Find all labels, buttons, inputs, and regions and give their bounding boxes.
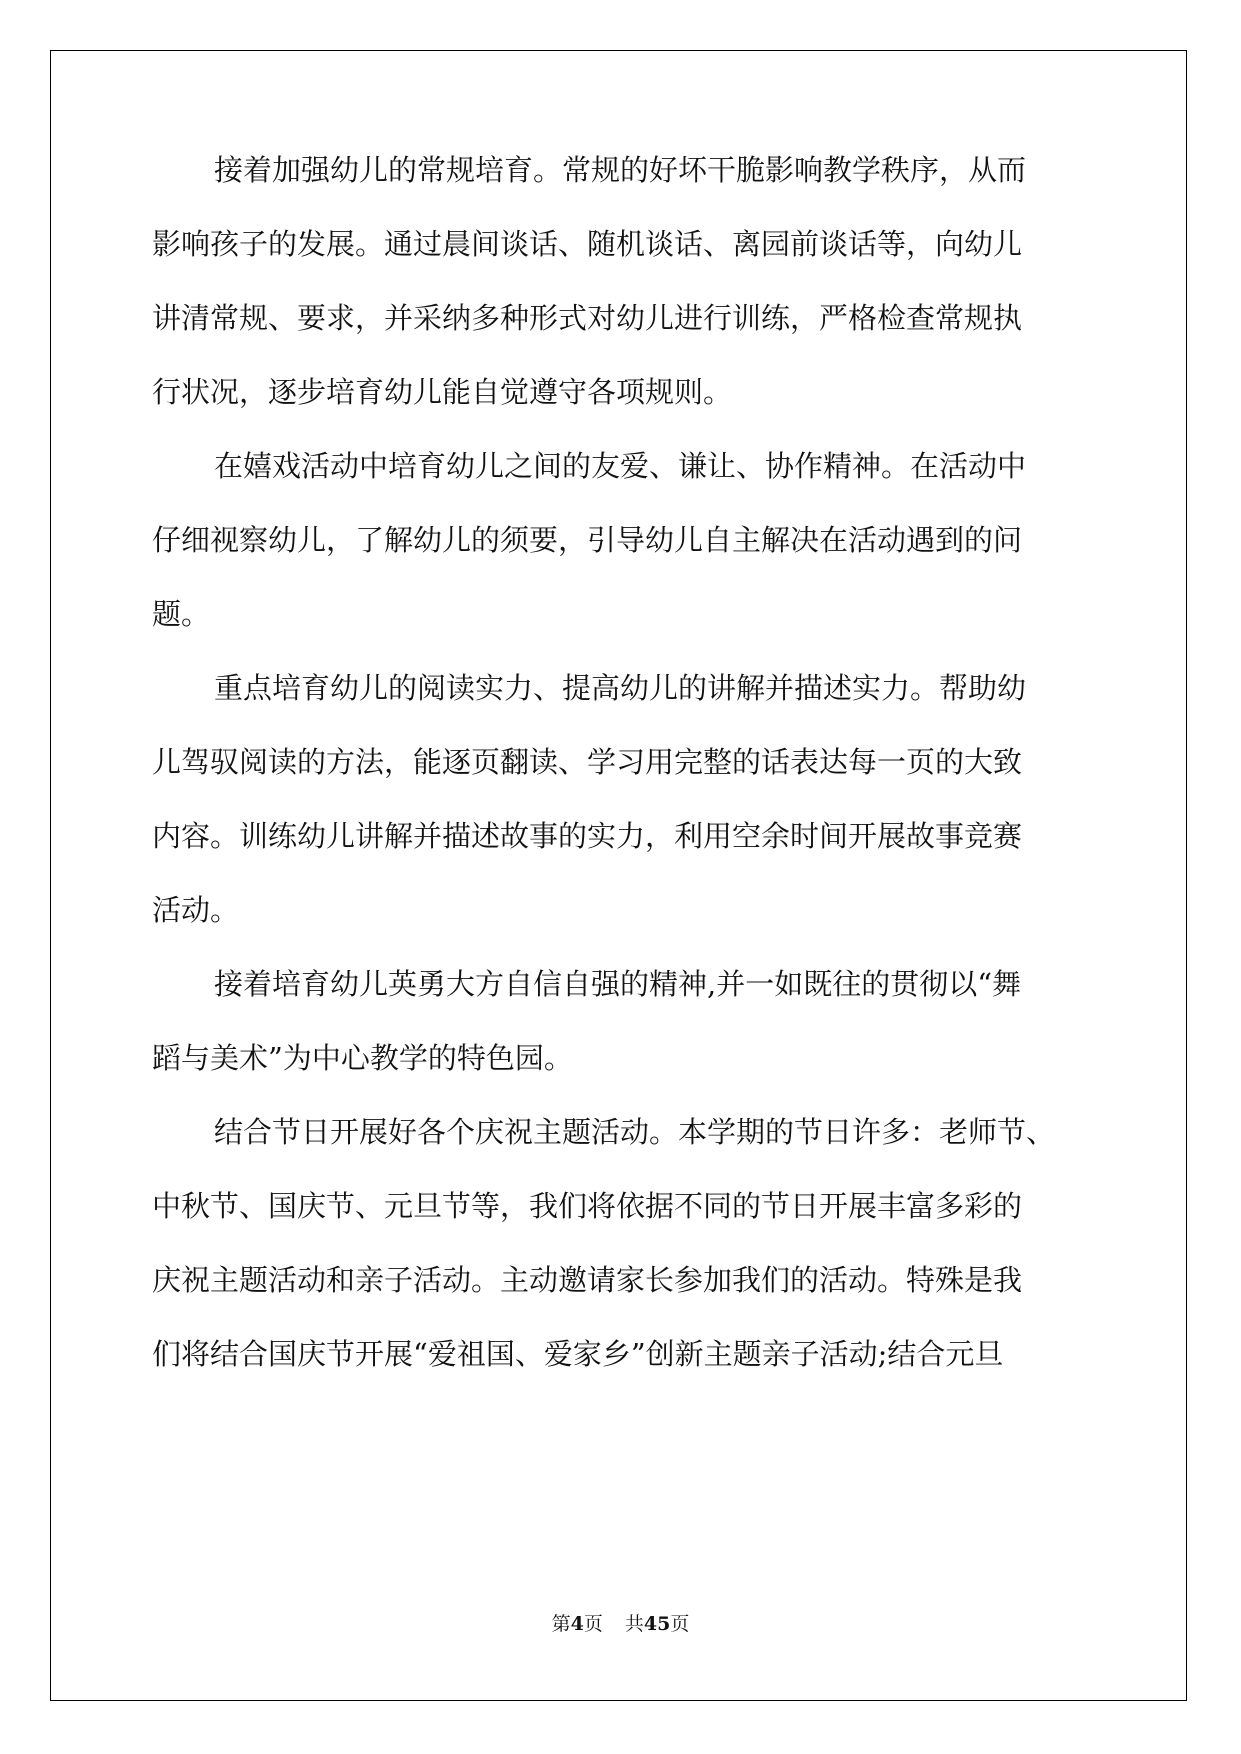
page-number: 4 <box>570 1613 584 1635</box>
text-line: 儿驾驭阅读的方法，能逐页翻读、学习用完整的话表达每一页的大致 <box>152 745 1023 779</box>
total-prefix: 共 <box>624 1613 644 1635</box>
page-suffix: 页 <box>583 1613 603 1635</box>
text-line: 仔细视察幼儿，了解幼儿的须要，引导幼儿自主解决在活动遇到的问 <box>152 523 1023 557</box>
text-line: 中秋节、国庆节、元旦节等，我们将依据不同的节日开展丰富多彩的 <box>152 1189 1023 1223</box>
text-line: 重点培育幼儿的阅读实力、提高幼儿的讲解并描述实力。帮助幼 <box>214 671 1027 705</box>
text-line: 结合节日开展好各个庆祝主题活动。本学期的节日许多：老师节、 <box>214 1115 1056 1149</box>
text-line: 接着培育幼儿英勇大方自信自强的精神,并一如既往的贯彻以“舞 <box>214 967 1022 1001</box>
text-line: 题。 <box>152 597 211 631</box>
text-line: 行状况，逐步培育幼儿能自觉遵守各项规则。 <box>152 375 733 409</box>
page-prefix: 第 <box>551 1613 571 1635</box>
text-line: 内容。训练幼儿讲解并描述故事的实力，利用空余时间开展故事竞赛 <box>152 819 1023 853</box>
text-line: 庆祝主题活动和亲子活动。主动邀请家长参加我们的活动。特殊是我 <box>152 1263 1023 1297</box>
total-suffix: 页 <box>670 1613 690 1635</box>
text-line: 在嬉戏活动中培育幼儿之间的友爱、谦让、协作精神。在活动中 <box>214 449 1027 483</box>
text-line: 蹈与美术”为中心教学的特色园。 <box>152 1041 573 1075</box>
text-line: 讲清常规、要求，并采纳多种形式对幼儿进行训练，严格检查常规执 <box>152 301 1023 335</box>
page-footer <box>0 1611 1241 1637</box>
text-line: 活动。 <box>152 893 240 927</box>
text-line: 影响孩子的发展。通过晨间谈话、随机谈话、离园前谈话等，向幼儿 <box>152 227 1023 261</box>
text-line: 们将结合国庆节开展“爱祖国、爱家乡”创新主题亲子活动;结合元旦 <box>152 1337 1004 1371</box>
total-pages: 45 <box>643 1613 671 1635</box>
text-line: 接着加强幼儿的常规培育。常规的好坏干脆影响教学秩序，从而 <box>214 153 1027 187</box>
